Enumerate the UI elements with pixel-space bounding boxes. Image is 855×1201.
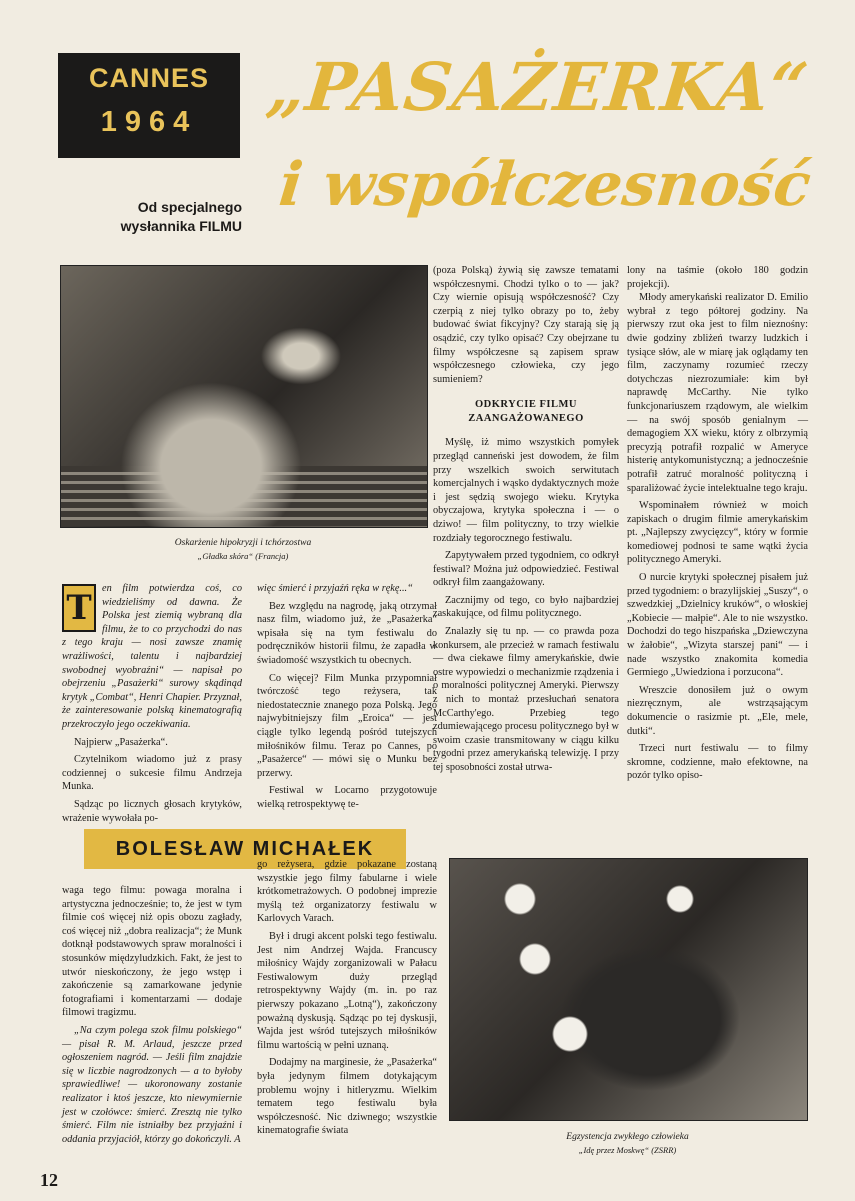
paragraph: Wspominałem również w moich zapiskach o drugim filmie amerykańskim pt. „Najlepszy zwycięzcy“, który w formie komediowej podnosi te same wątki życia politycznego Ameryki. [627, 500, 808, 566]
page-number: 12 [40, 1170, 58, 1190]
photo-caption-2 [449, 1131, 806, 1157]
headline-wspolczesnosc: i współczesność [275, 150, 815, 220]
caption-1-line1: Oskarżenie hipokryzji i tchórzostwa [174, 538, 312, 548]
badge-year: 1964 [100, 106, 198, 138]
paragraph: (poza Polską) żywią się zawsze tematami współczesnymi. Chodzi tylko o to — jak? Czy wiernie opisują współczesność? Czy czerpią z niej tylko obrazy po to, żeby budować świat fikcyjny? Czy starają się ją osądzić, czy tylko opisać? Czy obejrzane tu filmy współczesne są zapisem spraw współczesnego człowieka, czy jego sumieniem? [433, 265, 619, 385]
paragraph: go reżysera, gdzie pokazane zostaną wszystkie jego filmy fabularne i wiele krótkometrażowych. O podobnej imprezie myślą też organizatorzy festiwalu w Karlovych Varach. [257, 859, 437, 925]
paragraph: „Na czym polega szok filmu polskiego“ — pisał R. M. Arlaud, jeszcze przed ogłoszeniem nagród. — Jeśli film znajdzie się w liczbie nagrodzonych — a to byłoby sprawiedliwe! — ukoronowany zostanie realizator i ktoś jeszcze, kto niewymiernie jest w czołówce: śmierć. Zresztą nie tylko śmierć. Film nie istniałby bez przyjaźni i oddania przyjaciół, którzy go dokończyli. A [62, 1024, 242, 1145]
badge-cannes: CANNES [88, 63, 209, 93]
author-banner: BOLESŁAW MICHAŁEK [84, 829, 406, 869]
paragraph-lead: en film potwierdza coś, co wiedzieliśmy od dawna. Że Polska jest ziemią wybraną dla filmu, że to co przychodzi do nas z tego kraju — nosi zawsze znamię wrażliwości, talentu i najbardziej swobodnej wyobraźni“ — napisał po obejrzeniu „Pasażerki“ surowy skądinąd krytyk „Combat“, Henri Chapier. Przyznał, że zainteresowanie polską kinematografią przekroczyło jego oczekiwania. [62, 583, 242, 730]
paragraph: Trzeci nurt festiwalu — to filmy skromne, codzienne, mało efektowne, na pozór tylko opiso- [627, 743, 808, 782]
paragraph: O nurcie krytyki społecznej pisałem już przed tygodniem: o brazylijskiej „Suszy“, o szwedzkiej „Dzielnicy kruków“, o włoskiej „Kobiecie — małpie“. Ale to nie wszystko. Dochodzi do tego hiszpańska „Dziewczyna w żałobie“, „Wizyta starszej pani“ — i nade wszystko znakomita komedia Germiego „Uwiedziona i porzucona“. [627, 572, 808, 679]
paragraph: Najpierw „Pasażerka“. [74, 736, 168, 748]
article-column-b1 [62, 884, 242, 1146]
article-column-m2 [257, 582, 437, 812]
paragraph: więc śmierć i przyjaźń ręka w rękę...“ [257, 583, 413, 594]
caption-1-line2: „Gładka skóra“ (Francja) [197, 551, 289, 561]
byline-line2: wysłannika FILMU [120, 218, 242, 234]
paragraph: Znalazły się tu np. — co prawda poza konkursem, ale przecież w ramach festiwalu — dwa ciekawe filmy amerykańskie, dwie ostre wypowiedzi o mechanizmie rządzenia i o moralności politycznej Ameryki. Pierwszy z nich to montaż przesłuchań senatora McCarthy'ego. Przebieg tego zdumiewającego procesu politycznego był w swoim czasie transmitowany w ciągu kilku tygodni przez amerykańską telewizję. I przy tej sposobności został utrwa- [433, 626, 619, 773]
headline-pasazerka: „PASAŻERKA“ [263, 48, 813, 126]
cannes-1964-badge [58, 53, 240, 158]
subheading-odkrycie: ODKRYCIE FILMU ZAANGAŻOWANEGO [468, 399, 584, 425]
photo-ide-przez-moskwe [449, 858, 808, 1121]
paragraph: Był i drugi akcent polski tego festiwalu. Jest nim Andrzej Wajda. Francuscy miłośnicy Wajdy zorganizowali w Pałacu Festiwalowym duży przegląd retrospektywny Wajdy (m. in. po raz pierwszy pokazano „Lotną“), zakończony poważną dyskusją. Sądząc po tej dyskusji, Wajda jest wśród tutejszych miłośników filmu wartością w pełni uznaną. [257, 930, 437, 1051]
paragraph: lony na taśmie (około 180 godzin projekcji). [627, 265, 808, 290]
paragraph: Młody amerykański realizator D. Emilio wybrał z tego półtorej godziny. Na pierwszy rzut oka jest to film nieznośny: dwie godziny zbliżeń twarzy ludzkich i tysiące słów, ale w miarę jak oglądamy ten film, zaczynamy rozumieć rzeczy dotychczas niezrozumiałe: kim był naprawdę McCarthy. Nie tylko funkcjonariuszem rządowym, ale wielkim — na swój sposób genialnym — demagogiem XX wieku, który z olbrzymią precyzją potrafił rozpalić w Ameryce histerię antykomunistyczną; a jednocześnie potrafił zatruć moralność polityczną i sparaliżować życie intelektualne tego kraju. [627, 292, 808, 494]
photo-gladka-skora [60, 265, 428, 528]
paragraph: Festiwal w Locarno przygotowuje wielką retrospektywę te- [257, 785, 437, 810]
paragraph: Co więcej? Film Munka przypomniał twórczość tego reżysera, tak niedostatecznie znanego poza Polską. Jego najwybitniejszy film „Eroica“ — jest ciągle tylko legendą pośród tutejszych miłośników filmu. Teraz po Cannes, po „Pasażerce“ — mówi się o Munku bez przerwy. [257, 672, 437, 779]
article-column-r1 [433, 264, 619, 775]
paragraph: Dodajmy na marginesie, że „Pasażerka“ była jedynym filmem dotykającym problemu wojny i hitleryzmu. Wielkim tematem tego festiwalu była współczesność. Nic dziwnego; wszystkie kinematografie świata [257, 1057, 437, 1137]
article-column-r2 [627, 264, 808, 783]
paragraph: Zacznijmy od tego, co było najbardziej zaskakujące, od filmu politycznego. [433, 594, 619, 620]
paragraph: Zapytywałem przed tygodniem, co odkrył festiwal? Można już odpowiedzieć. Festiwal odkrył film zaangażowany. [433, 550, 619, 589]
byline-line1: Od specjalnego [137, 199, 242, 215]
byline [60, 198, 242, 236]
article-column-b2 [257, 858, 437, 1138]
paragraph: waga tego filmu: powaga moralna i artystyczna jednocześnie; to, że jest w tym filmie coś więcej niż opis obozu zagłady, coś więcej niż „dobra realizacja“; że Munk dotknął podstawowych spraw moralności i stosunków międzyludzkich. Fakt, że jest to utwór nieskończony, że jego wstęp i zakończenie są zamarkowane jedynie fotografiami i komentarzami — dodaje filmowi tragizmu. [62, 885, 242, 1019]
paragraph: Bez względu na nagrodę, jaką otrzymał nasz film, wiadomo już, że „Pasażerka“ wpisała się na tym festiwalu do podręczników historii filmu, że zapadła w świadomość wszystkich tu obecnych. [257, 600, 437, 666]
drop-cap: T [62, 584, 96, 632]
paragraph: Czytelnikom wiadomo już z prasy codziennej o sukcesie filmu Andrzeja Munka. [62, 754, 242, 793]
paragraph: Myślę, iż mimo wszystkich pomyłek przegląd canneński jest dowodem, że film przy wszelkich swoich serwitutach komercjalnych i wąsko dydaktycznych może i jest sędzią swojego wieku. Krytyka obyczajowa, krytyka społeczna i — o dziwo! — film polityczny, to trzy wielkie rozdziały tegorocznego festiwalu. [433, 437, 619, 544]
photo-caption-1 [60, 537, 426, 563]
paragraph: Wreszcie donosiłem już o owym niezręcznym, ale wstrząsającym dokumencie o rasizmie pt. „Ele, mele, dutki“. [627, 684, 808, 737]
caption-2-line1: Egzystencja zwykłego człowieka [566, 1132, 689, 1142]
caption-2-line2: „Idę przez Moskwę“ (ZSRR) [578, 1145, 677, 1155]
article-column-m1 [62, 582, 242, 825]
paragraph: Sądząc po licznych głosach krytyków, wrażenie wywołała po- [62, 798, 242, 824]
